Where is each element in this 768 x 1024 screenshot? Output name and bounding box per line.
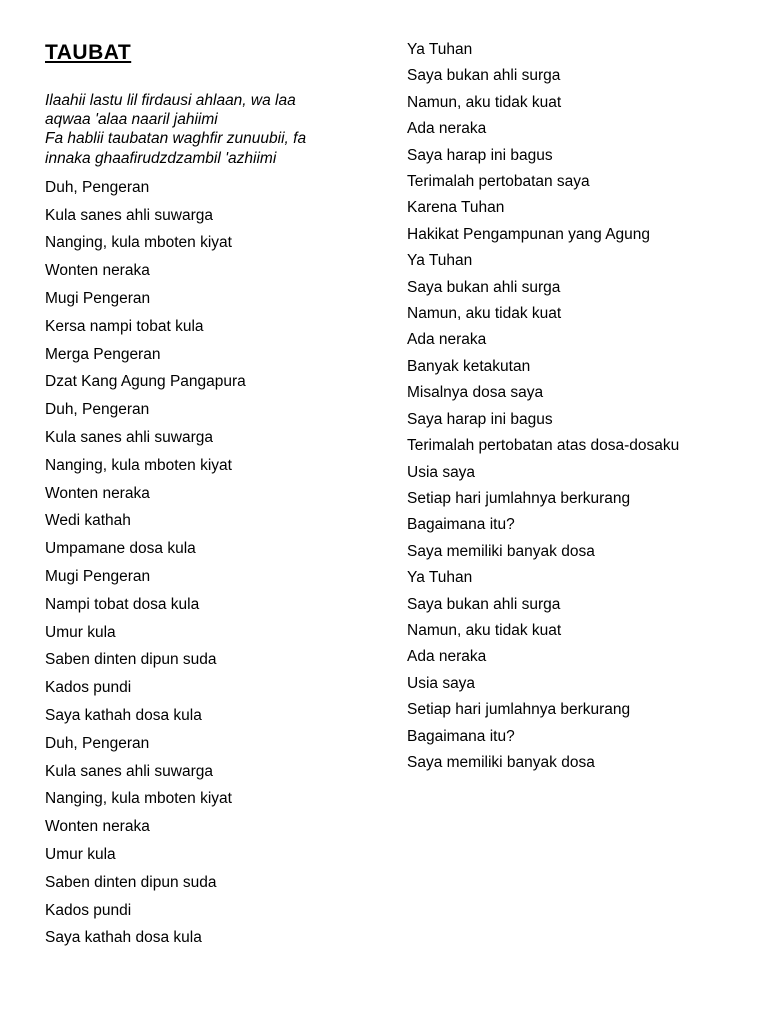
lyric-line: Namun, aku tidak kuat xyxy=(407,621,562,639)
lyric-line: Ya Tuhan xyxy=(407,569,473,587)
lyric-line: Kersa nampi tobat kula xyxy=(45,317,204,335)
lyric-line: Umpamane dosa kula xyxy=(45,540,196,558)
lyric-line: Bagaimana itu? xyxy=(407,727,515,745)
lyric-line: Karena Tuhan xyxy=(407,199,505,217)
lyric-line: Bagaimana itu? xyxy=(407,516,515,534)
lyric-line: Saya bukan ahli surga xyxy=(407,278,561,296)
lyric-line: Kula sanes ahli suwarga xyxy=(45,428,214,446)
intro-line: aqwaa 'alaa naaril jahiimi xyxy=(45,111,218,129)
lyric-line: Namun, aku tidak kuat xyxy=(407,93,562,111)
lyric-line: Usia saya xyxy=(407,463,476,481)
javanese-lyrics xyxy=(45,174,375,952)
lyric-line: Wonten neraka xyxy=(45,262,150,280)
lyric-line: Banyak ketakutan xyxy=(407,357,531,375)
lyric-line: Nampi tobat dosa kula xyxy=(45,595,200,613)
lyric-line: Saben dinten dipun suda xyxy=(45,873,217,891)
lyric-line: Kados pundi xyxy=(45,679,132,697)
arabic-intro xyxy=(45,91,375,168)
lyric-line: Mugi Pengeran xyxy=(45,567,151,585)
intro-line: Fa hablii taubatan waghfir zunuubii, fa xyxy=(45,130,307,148)
lyric-line: Saya memiliki banyak dosa xyxy=(407,753,595,771)
lyric-line: Saya harap ini bagus xyxy=(407,146,553,164)
lyric-line: Kula sanes ahli suwarga xyxy=(45,762,214,780)
lyric-line: Nanging, kula mboten kiyat xyxy=(45,234,232,252)
lyric-line: Setiap hari jumlahnya berkurang xyxy=(407,489,631,507)
document-title: TAUBAT xyxy=(45,41,132,64)
lyric-line: Wonten neraka xyxy=(45,818,150,836)
intro-line: Ilaahii lastu lil firdausi ahlaan, wa laa xyxy=(45,92,296,109)
lyric-line: Saya memiliki banyak dosa xyxy=(407,542,595,560)
lyric-line: Saya bukan ahli surga xyxy=(407,595,561,613)
lyric-line: Mugi Pengeran xyxy=(45,290,151,307)
lyric-line: Ada neraka xyxy=(407,648,487,666)
left-column xyxy=(45,38,375,952)
lyric-line: Saya kathah dosa kula xyxy=(45,929,202,947)
lyric-line: Saya bukan ahli surga xyxy=(407,67,561,85)
lyric-line: Saya harap ini bagus xyxy=(407,410,553,428)
indonesian-lyrics xyxy=(407,37,752,776)
lyric-line: Hakikat Pengampunan yang Agung xyxy=(407,225,651,243)
right-column xyxy=(407,37,752,776)
intro-line: innaka ghaafirudzdzambil 'azhiimi xyxy=(45,149,277,167)
lyric-line: Merga Pengeran xyxy=(45,345,161,363)
lyric-line: Nanging, kula mboten kiyat xyxy=(45,790,232,808)
lyric-line: Umur kula xyxy=(45,623,116,641)
lyric-line: Duh, Pengeran xyxy=(45,734,150,752)
lyric-line: Duh, Pengeran xyxy=(45,178,150,196)
lyric-line: Namun, aku tidak kuat xyxy=(407,305,562,323)
lyric-line: Umur kula xyxy=(45,845,116,863)
lyric-line: Ya Tuhan xyxy=(407,252,473,270)
lyric-line: Usia saya xyxy=(407,674,476,692)
lyric-line: Terimalah pertobatan atas dosa-dosaku xyxy=(407,437,680,455)
lyric-line: Kula sanes ahli suwarga xyxy=(45,206,214,224)
lyric-line: Wonten neraka xyxy=(45,484,150,502)
lyric-line: Misalnya dosa saya xyxy=(407,384,544,402)
lyric-line: Terimalah pertobatan saya xyxy=(407,173,590,191)
lyric-line: Setiap hari jumlahnya berkurang xyxy=(407,701,631,719)
lyric-line: Wedi kathah xyxy=(45,512,131,530)
lyric-line: Nanging, kula mboten kiyat xyxy=(45,456,232,474)
lyric-line: Duh, Pengeran xyxy=(45,401,150,419)
lyric-line: Saya kathah dosa kula xyxy=(45,706,202,724)
lyric-line: Kados pundi xyxy=(45,901,132,919)
lyric-line: Saben dinten dipun suda xyxy=(45,651,217,669)
lyric-line: Ya Tuhan xyxy=(407,41,473,58)
lyric-line: Ada neraka xyxy=(407,331,487,349)
lyric-line: Dzat Kang Agung Pangapura xyxy=(45,373,246,391)
lyric-line: Ada neraka xyxy=(407,120,487,138)
